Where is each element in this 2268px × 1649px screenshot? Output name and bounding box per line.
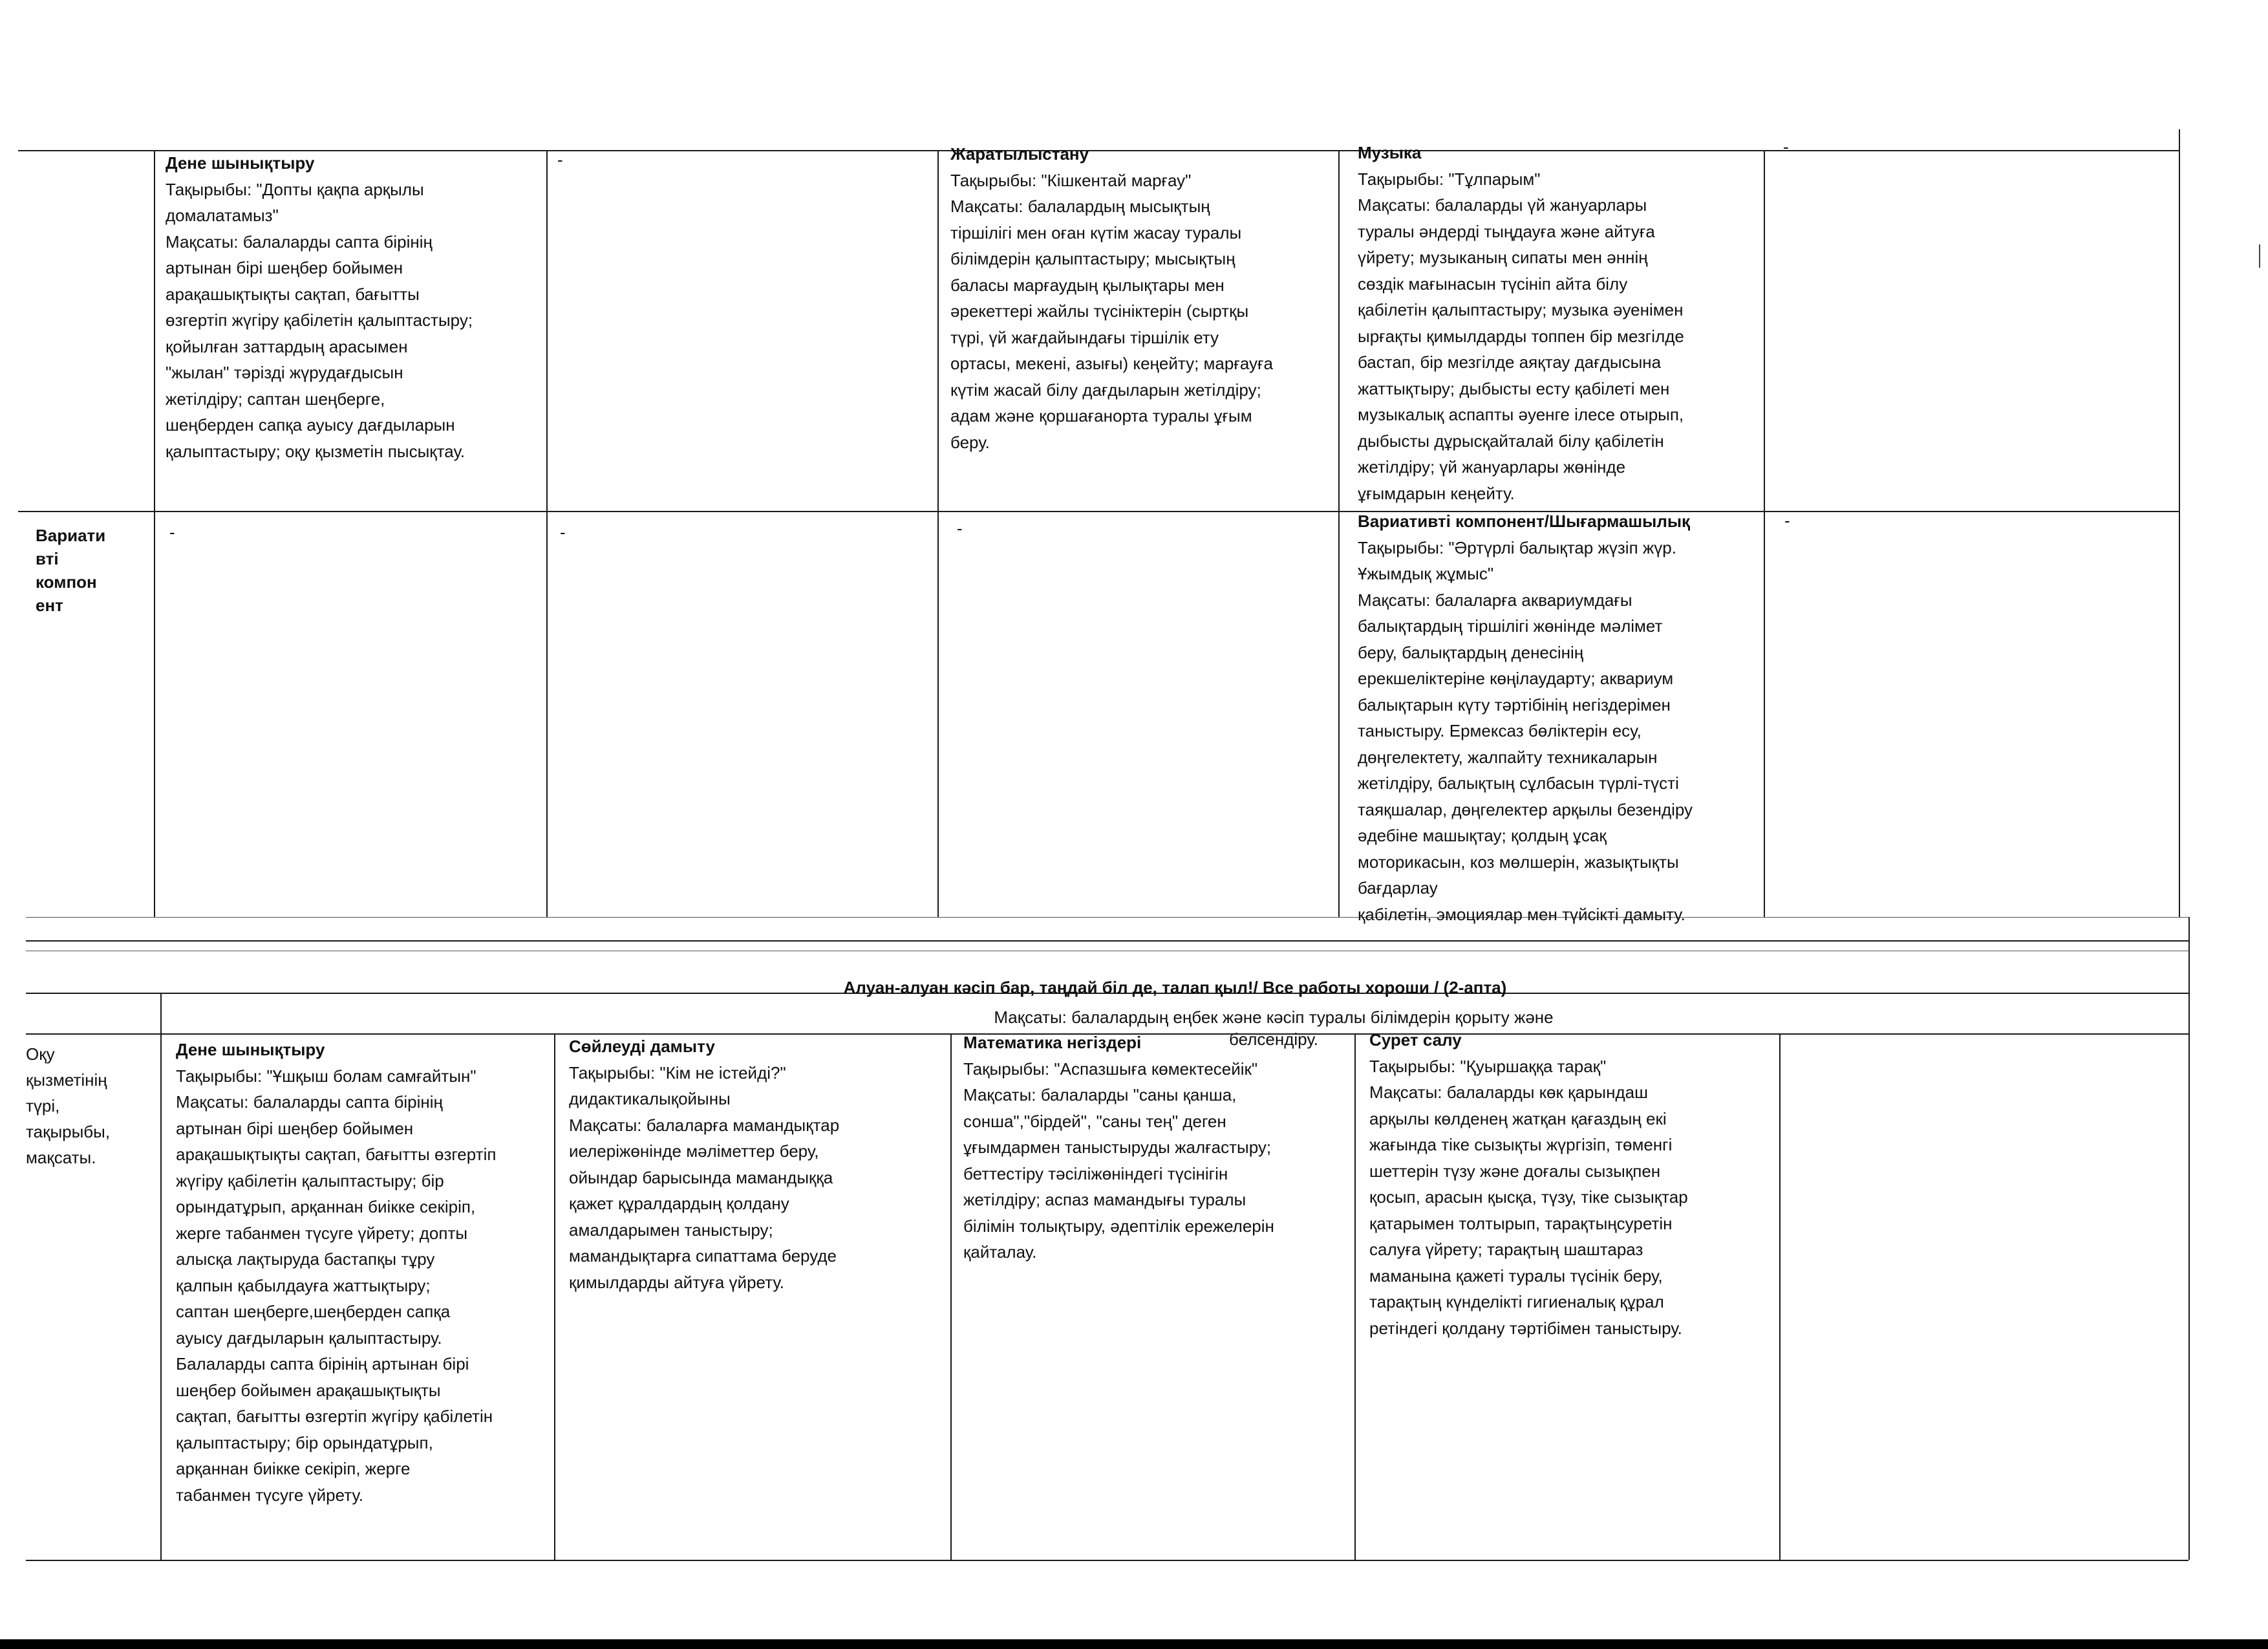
row2-monday-cell: -: [169, 523, 175, 542]
col-divider-2: [546, 150, 548, 917]
row3-thursday-cell: [1369, 1027, 1777, 1341]
row3-thursday-body: Тақырыбы: "Қуыршаққа тарақ" Мақсаты: балаларды көк қарындаш арқылы көлденең жатқан қағаздың екі жағында тіке сызықты жүргізіп, төменгі шеттерін түзу және доғалы сызықпен қосып, арасын қысқа, түзу, тіке сызықтар қатарымен толтырып, тарақтыңсуретін салуға үйрету; тарақтың шаштараз маманына қажеті туралы түсінік беру, тарақтың күнделікті гигиеналық құрал ретіндегі қолдану тәртібімен таныстыру.: [1369, 1056, 1688, 1338]
section-divider-1: [26, 917, 2188, 918]
row1-thursday-subject: Музыка: [1358, 143, 1422, 162]
row3-thursday-subject: Сурет салу: [1369, 1030, 1462, 1050]
row3-tuesday-body: Тақырыбы: "Кім не істейді?" дидактикалықойыны Мақсаты: балаларға мамандықтар иелеріжөнінде мәліметтер беру, ойындар барысында мамандыққа қажет құралдардың қолдану амалдарымен таныстыру; мамандықтарға сипаттама беруде қимылдарды айтуға үйрету.: [569, 1062, 840, 1292]
week2-goal-text: балалардың еңбек және кәсіп туралы білімдерін қорыту және белсендіру.: [1071, 1008, 1554, 1049]
row3-wednesday-subject: Математика негіздері: [963, 1033, 1142, 1052]
row3-tuesday-cell: [569, 1033, 947, 1295]
row3-wednesday-body: Тақырыбы: "Аспазшыға көмектесейік" Мақсаты: балаларды "саны қанша, сонша","бірдей", "саны тең" деген ұғымдармен таныстыруды жалғастыру; беттестіру тәсіліжөніндегі түсінігін жетілдіру; аспаз мамандығы туралы білімін толықтыру, әдептілік ережелерін қайталау.: [963, 1059, 1274, 1262]
row3-label: Оқу қызметінің түрі, тақырыбы, мақсаты.: [26, 1044, 111, 1167]
col-divider-3: [937, 150, 939, 917]
row2-tuesday-cell: -: [560, 523, 566, 542]
row1-friday-cell: -: [1783, 137, 1789, 156]
row3-monday-subject: Дене шынықтыру: [176, 1040, 325, 1059]
week2-goal-label: Мақсаты:: [994, 1008, 1067, 1027]
col-divider-3-lower: [950, 1033, 952, 1560]
row1-monday-body: Тақырыбы: "Допты қақпа арқылы домалатамыз" Мақсаты: балаларды сапта бірінің артынан бірі шеңбер бойымен арақашықтықты сақтап, бағытты өзгертіп жүгіру қабілетін қалыптастыру; қойылған заттардың арасымен "жылан" тәрізді жүрудағдысын жетілдіру; саптан шеңберге, шеңберден сапқа ауысу дағдыларын қалыптастыру; оқу қызметін пысықтау.: [166, 179, 473, 461]
scan-bottom-bar: [0, 1639, 2268, 1649]
row1-monday-cell: [166, 150, 540, 464]
col-divider-2-lower: [554, 1033, 555, 1560]
table-right-border: [2179, 129, 2180, 917]
row3-tuesday-subject: Сөйлеуді дамыту: [569, 1037, 715, 1056]
row2-friday-cell: -: [1784, 511, 1790, 530]
row2-label: Вариати вті компон ент: [36, 526, 106, 615]
col-divider-1: [154, 150, 155, 917]
row3-monday-cell: [176, 1037, 551, 1508]
row1-thursday-body: Тақырыбы: "Тұлпарым" Мақсаты: балаларды үй жануарлары туралы әндерді тыңдауға және айтуға үйрету; музыканың сипаты мен әннің сөздік мағынасын түсініп айта білу қабілетін қалыптастыру; музыка әуенімен ырғақты қимылдарды топпен бір мезгілде бастап, бір мезгілде аяқтау дағдысына жаттықтыру; дыбысты есту қабілеті мен музыкалық аспапты әуенге ілесе отырып, дыбысты дұрысқайталай білу қабілетін жетілдіру; үй жануарлары жөнінде ұғымдарын кеңейту.: [1358, 169, 1684, 503]
week2-theme-text: Алуан-алуан кәсіп бар, таңдай біл де, талап қыл!/ Все работы хороши / (2-апта): [843, 978, 1507, 997]
col-divider-5: [1764, 150, 1765, 917]
col-divider-4: [1338, 150, 1340, 917]
col-divider-5-lower: [1779, 1033, 1781, 1560]
table-right-border-lower: [2188, 917, 2190, 1560]
col-divider-4-lower: [1354, 1033, 1356, 1560]
row2-thursday-cell: [1358, 508, 1762, 927]
table-bottom-border: [26, 1560, 2188, 1561]
row1-tuesday-cell: -: [557, 150, 563, 169]
row3-monday-body: Тақырыбы: "Ұшқыш болам самғайтын" Мақсаты: балаларды сапта бірінің артынан бірі шеңбер бойымен арақашықтықты сақтап, бағытты өзгертіп жүгіру қабілетін қалыптастыру; бір орындатұрып, арқаннан биікке секіріп, жерге табанмен түсуге үйрету; допты алысқа лақтыруда бастапқы тұру қалпын қабылдауға жаттықтыру; саптан шеңберге,шеңберден сапқа ауысу дағдыларын қалыптастыру. Балаларды сапта бірінің артынан бірі шеңбер бойымен арақашықтықты сақтап, бағытты өзгертіп жүгіру қабілетін қалыптастыру; бір орындатұрып, арқаннан биікке секіріп, жерге табанмен түсуге үйрету.: [176, 1066, 497, 1505]
row1-thursday-cell: [1358, 140, 1759, 506]
section-divider-2: [26, 940, 2188, 942]
row3-wednesday-cell: [963, 1029, 1351, 1266]
row1-wednesday-body: Тақырыбы: "Кішкентай марғау" Мақсаты: балалардың мысықтың тіршілігі мен оған күтім жасау туралы білімдерін қалыптастыру; мысықтың баласы марғаудың қылықтары мен әрекеттері жайлы түсініктерін (сыртқы түрі, үй жағдайындағы тіршілік ету ортасы, мекені, азығы) кеңейту; марғауға күтім жасай білу дағдыларын жетілдіру; адам және қоршағанорта туралы ұғым беру.: [950, 170, 1273, 452]
row1-wednesday-cell: [950, 141, 1335, 455]
row2-wednesday-cell: -: [957, 519, 963, 538]
row2-thursday-body: Тақырыбы: "Әртүрлі балықтар жүзіп жүр. Ұжымдық жұмыс" Мақсаты: балаларға аквариумдағы балықтардың тіршілігі жөнінде мәлімет беру, балықтардың денесінің ерекшеліктеріне көңілаударту; аквариум балықтарын күту тәртібінің негіздерімен таныстыру. Ермексаз бөліктерін есу, дөңгелектету, жалпайту техникаларын жетілдіру, балықтың сұлбасын түрлі-түсті таяқшалар, дөңгелектер арқылы безендіру әдебіне машықтау; қолдың ұсақ моторикасын, коз мөлшерін, жазықтықты бағдарлау қабілетін, эмоциялар мен түйсікті дамыту.: [1358, 537, 1693, 924]
row2-thursday-subject: Вариативті компонент/Шығармашылық: [1358, 512, 1691, 531]
col-divider-1-lower: [160, 993, 162, 1560]
scan-edge-mark: [2259, 244, 2260, 268]
row1-wednesday-subject: Жаратылыстану: [950, 144, 1089, 164]
row1-monday-subject: Дене шынықтыру: [166, 153, 315, 173]
row1-bottom-border: [18, 511, 2179, 512]
